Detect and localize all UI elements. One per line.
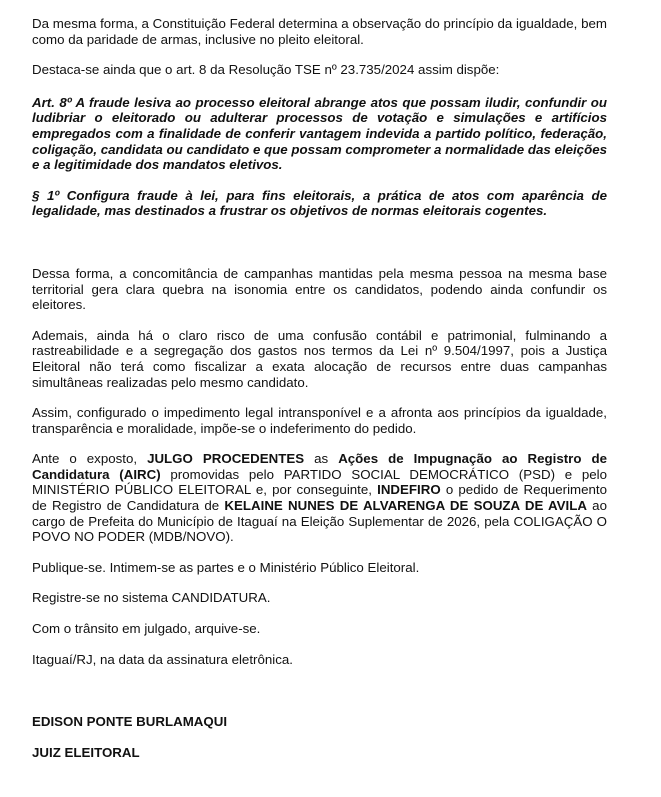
paragraph-isonomy: Dessa forma, a concomitância de campanhas mantidas pela mesma pessoa na mesma base territorial gera clara quebra na isonomia entre os candidatos, podendo ainda confundir os eleitores. <box>32 265 607 313</box>
ruling-text-1: Ante o exposto, <box>32 451 148 467</box>
paragraph-register: Registre-se no sistema CANDIDATURA. <box>32 590 271 606</box>
ruling-action-name: Ações de Impugnação ao Registro de Candidatura (AIRC) <box>32 451 607 482</box>
paragraph-conclusion: Assim, configurado o impedimento legal intransponível e a afronta aos princípios da igualdade, transparência e moralidade, impõe-se o indeferimento do pedido. <box>32 405 607 436</box>
paragraph-publish: Publique-se. Intimem-se as partes e o Ministério Público Eleitoral. <box>32 559 420 575</box>
paragraph-place-date: Itaguaí/RJ, na data da assinatura eletrônica. <box>32 651 293 667</box>
signature-name: EDISON PONTE BURLAMAQUI <box>32 714 228 730</box>
ruling-text-5: ao cargo de Prefeita do Município de Itaguaí na Eleição Suplementar de 2026, pela COLIGAÇÃO O POVO NO PODER (MDB/NOVO). <box>32 498 607 545</box>
ruling-verdict: JULGO PROCEDENTES <box>147 451 305 467</box>
document-body <box>32 16 607 760</box>
paragraph-equality-principle: Da mesma forma, a Constituição Federal determina a observação do princípio da igualdade, bem como da paridade de armas, inclusive no pleito eleitoral. <box>32 16 607 47</box>
paragraph-accounting-risk: Ademais, ainda há o claro risco de uma confusão contábil e patrimonial, fulminando a rastreabilidade e a segregação dos gastos nos termos da Lei nº 9.504/1997, pois a Justiça Eleitoral não terá como fiscalizar a exata alocação de recursos entre duas campanhas simultâneas realizadas pelo mesmo candidato. <box>32 327 607 390</box>
paragraph-archive: Com o trânsito em julgado, arquive-se. <box>32 621 261 637</box>
ruling-decision: INDEFIRO <box>377 482 441 498</box>
ruling-text-3: promovidas pelo PARTIDO SOCIAL DEMOCRÁTICO (PSD) e pelo MINISTÉRIO PÚBLICO ELEITORAL e, por conseguinte, <box>32 466 607 498</box>
ruling-text-2: as <box>304 451 339 467</box>
ruling-text-4: o pedido de Requerimento de Registro de Candidatura de <box>32 482 607 514</box>
quote-article-8: Art. 8º A fraude lesiva ao processo eleitoral abrange atos que possam iludir, confundir ou ludibriar o eleitorado ou adulterar processos de votação e simulações e artifícios empregados com a finalidade de conferir vantagem indevida a partido político, federação, coligação, candidata ou candidato e que possam comprometer a normalidade das eleições e a legitimidade dos mandatos eletivos. <box>32 94 607 173</box>
quote-paragraph-1: § 1º Configura fraude à lei, para fins eleitorais, a prática de atos com aparência de legalidade, mas destinados a frustrar os objetivos de normas eleitorais cogentes. <box>32 187 607 219</box>
signature-title: JUIZ ELEITORAL <box>32 744 140 760</box>
ruling-candidate-name: KELAINE NUNES DE ALVARENGA DE SOUZA DE AVILA <box>224 498 587 514</box>
paragraph-ruling <box>32 451 607 545</box>
paragraph-resolution-intro: Destaca-se ainda que o art. 8 da Resolução TSE nº 23.735/2024 assim dispõe: <box>32 62 500 78</box>
